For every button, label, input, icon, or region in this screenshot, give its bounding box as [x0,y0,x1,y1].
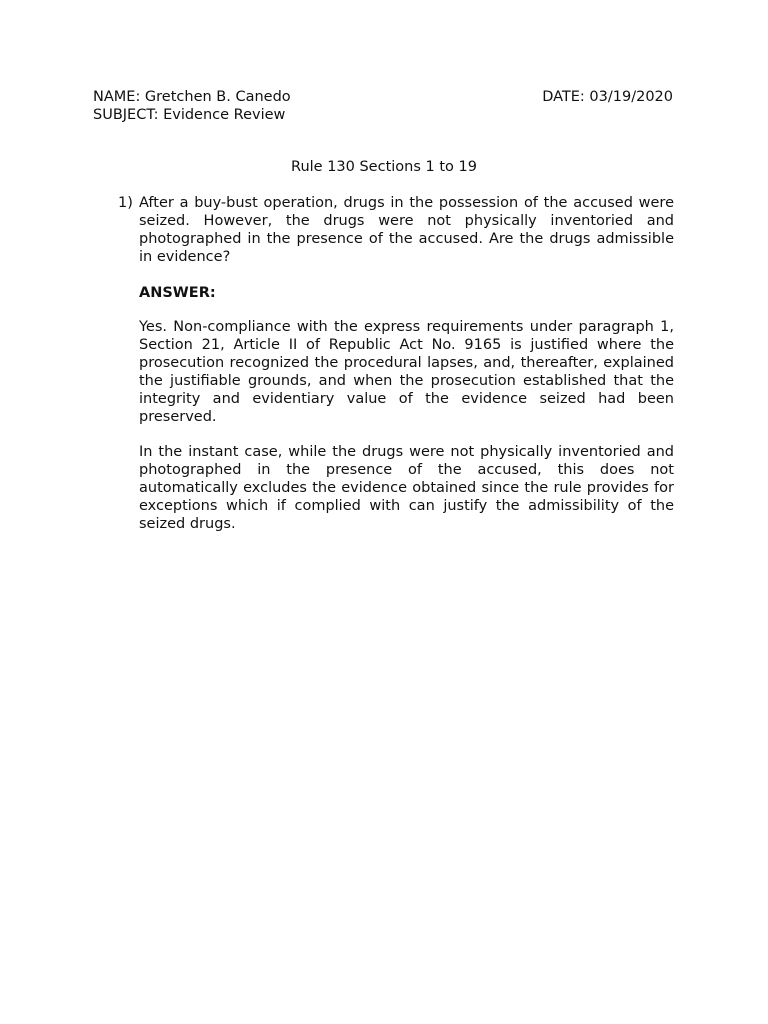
question-number: 1) [118,195,133,211]
submission-date: DATE: 03/19/2020 [542,89,673,105]
header-row-name-date [93,88,673,106]
question-text: After a buy-bust operation, drugs in the possession of the accused were seized. However, the drugs were not physically inventoried and photographed in the presence of the accused. Are the drugs admissible in evidence? [139,195,674,265]
subject: SUBJECT: Evidence Review [93,107,286,123]
document-title: Rule 130 Sections 1 to 19 [291,159,477,175]
answer-paragraph-2: In the instant case, while the drugs were not physically inventoried and photographed in the presence of the accused, this does not automatically excludes the evidence obtained since the rule provides for exceptions which if complied with can justify the admissibility of the seized drugs. [139,444,674,532]
answer-paragraph-1: Yes. Non-compliance with the express requirements under paragraph 1, Section 21, Article II of Republic Act No. 9165 is justified where the prosecution recognized the procedural lapses, and, thereafter, explained the justifiable grounds, and when the prosecution established that the integrity and evidentiary value of the evidence seized had been preserved. [139,319,674,425]
answer-label: ANSWER: [139,285,216,301]
student-name: NAME: Gretchen B. Canedo [93,89,291,105]
header-row-subject [93,106,673,124]
question-item [118,194,674,266]
